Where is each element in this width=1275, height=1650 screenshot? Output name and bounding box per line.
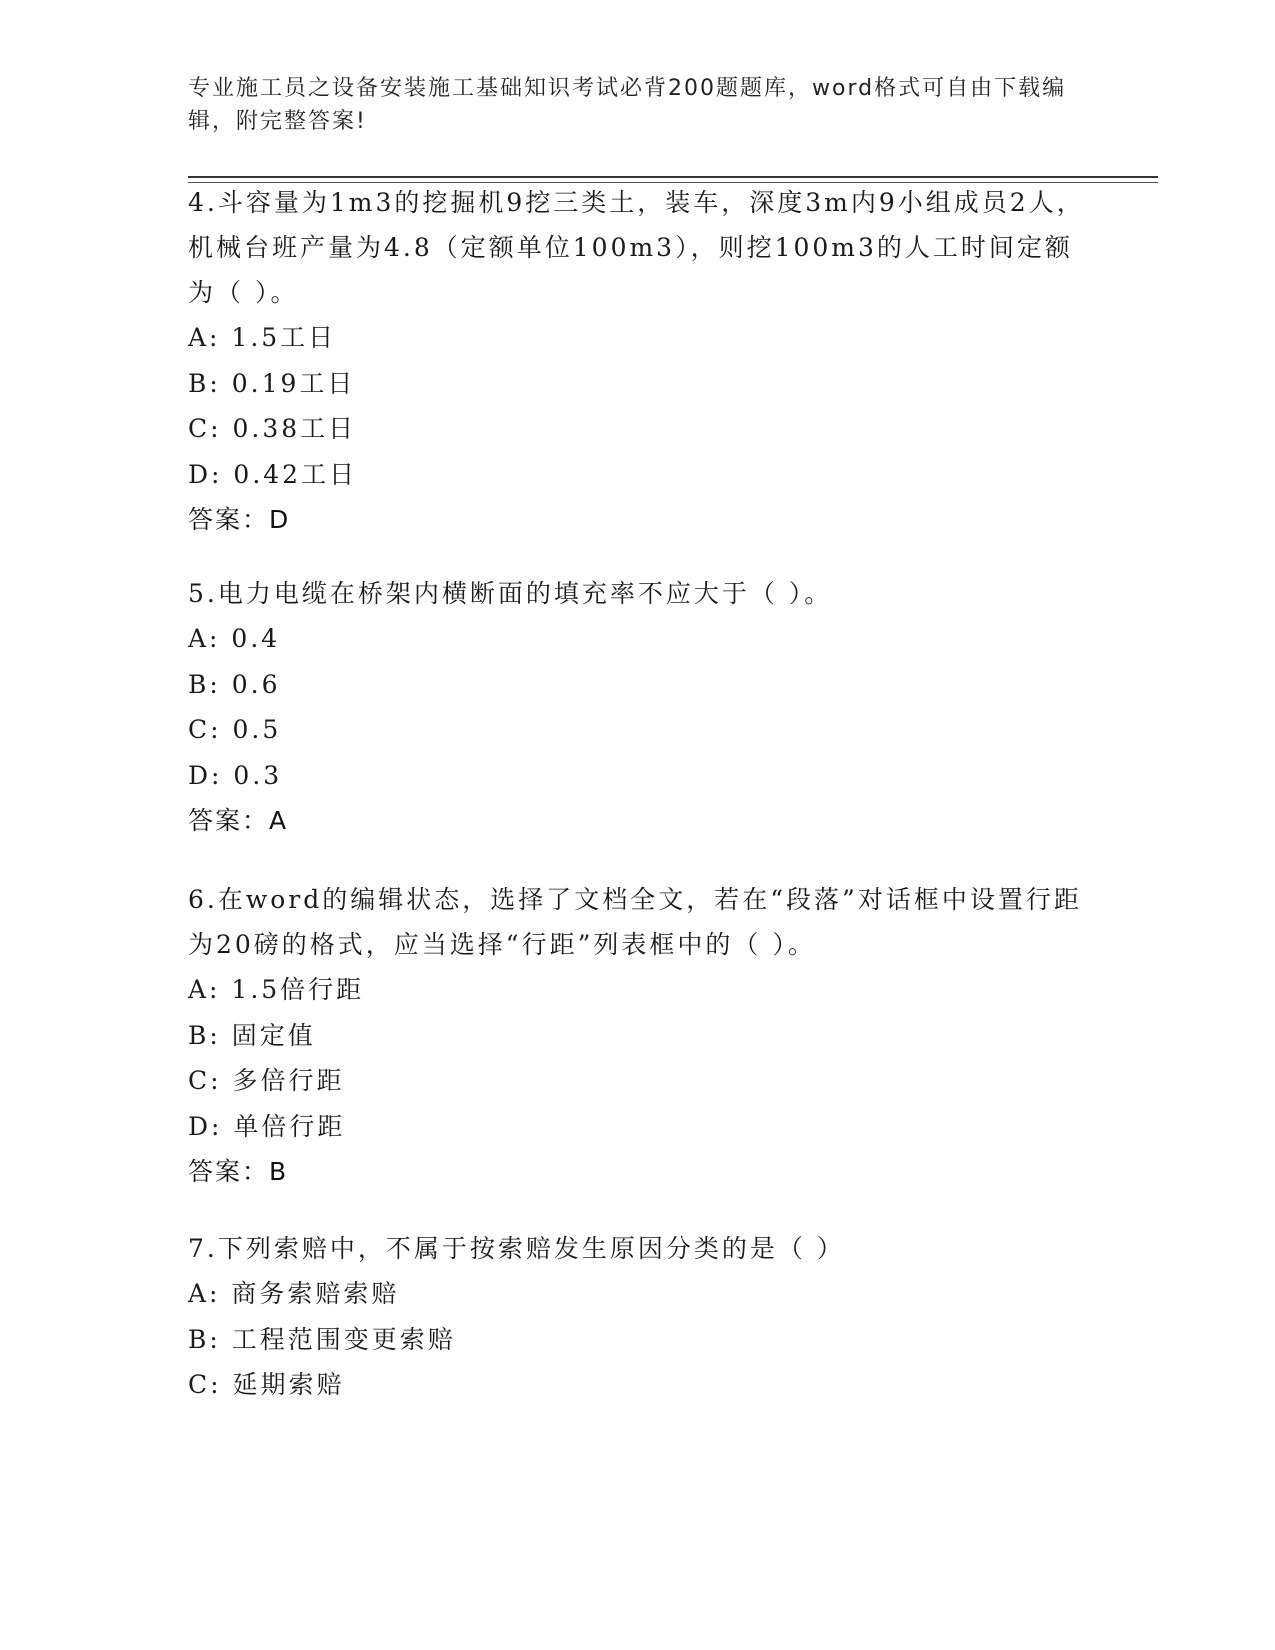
option-c: C: 0.38工日	[188, 414, 357, 443]
question-text: 5.电力电缆在桥架内横断面的填充率不应大于（ ）。	[188, 579, 833, 608]
option-d: D: 0.42工日	[188, 459, 358, 489]
question-block	[188, 180, 1088, 542]
option-a: A: 0.4	[188, 624, 281, 653]
answer-line: 答案：B	[188, 1157, 289, 1186]
option-b: B: 工程范围变更索赔	[188, 1324, 456, 1354]
header-divider-thick	[188, 176, 1158, 178]
question-block	[188, 571, 1088, 843]
option-c: C: 0.5	[188, 715, 282, 744]
question-text: 7.下列索赔中，不属于按索赔发生原因分类的是（ ）	[188, 1234, 845, 1263]
answer-line: 答案：D	[188, 505, 291, 534]
option-b: B: 0.6	[188, 669, 281, 699]
option-d: D: 0.3	[188, 760, 283, 790]
option-b: B: 0.19工日	[188, 368, 356, 398]
question-block	[188, 1226, 1088, 1408]
option-d: D: 单倍行距	[188, 1111, 346, 1141]
answer-line: 答案：A	[188, 806, 289, 835]
option-a: A: 商务索赔索赔	[188, 1279, 400, 1308]
question-text: 4.斗容量为1m3的挖掘机9挖三类土，装车，深度3m内9小组成员2人，机械台班产量为4.8（定额单位100m3），则挖100m3的人工时间定额为（ ）。	[188, 188, 1085, 307]
option-c: C: 多倍行距	[188, 1066, 345, 1095]
option-b: B: 固定值	[188, 1020, 316, 1050]
option-a: A: 1.5倍行距	[188, 975, 365, 1004]
document-title: 专业施工员之设备安装施工基础知识考试必背200题题库，word格式可自由下载编辑，附完整答案!	[188, 76, 1067, 134]
option-a: A: 1.5工日	[188, 323, 337, 352]
question-block	[188, 877, 1088, 1194]
question-text: 6.在word的编辑状态，选择了文档全文，若在“段落”对话框中设置行距为20磅的格式，应当选择“行距”列表框中的（ ）。	[188, 885, 1082, 959]
option-c: C: 延期索赔	[188, 1370, 345, 1399]
